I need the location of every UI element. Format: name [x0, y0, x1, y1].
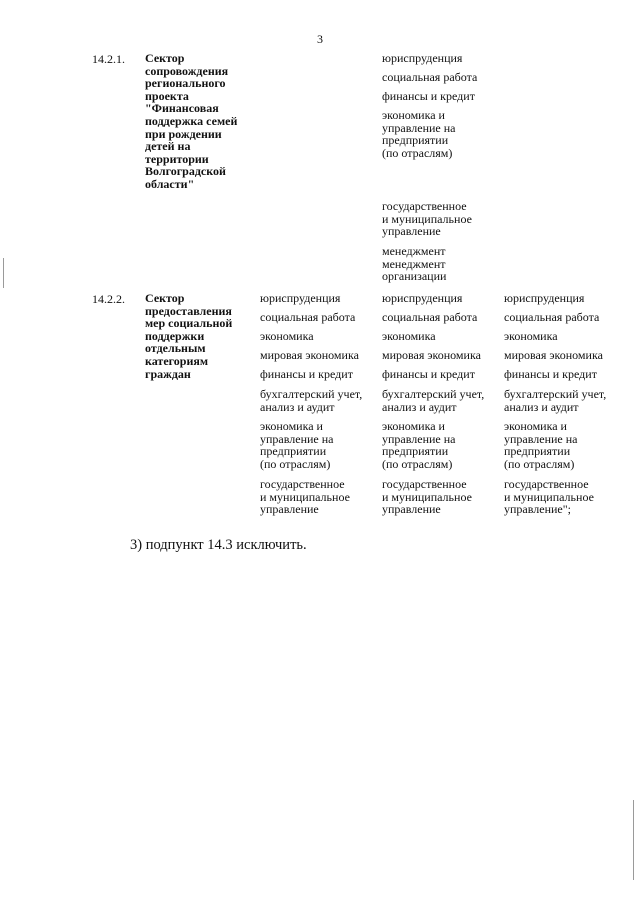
- specialty-item: бухгалтерский учет, анализ и аудит: [504, 387, 607, 414]
- specialty-item: юриспруденция: [382, 291, 463, 305]
- specialty-item: экономика и управление на предприятии (по отраслям): [382, 108, 456, 160]
- specialty-item: социальная работа: [260, 310, 356, 324]
- specialty-item: финансы и кредит: [260, 367, 353, 381]
- specialty-item: экономика и управление на предприятии (по отраслям): [504, 419, 578, 471]
- specialty-item: финансы и кредит: [382, 367, 475, 381]
- row-number: 14.2.1.: [92, 52, 125, 66]
- scan-artifact-left: [3, 258, 4, 288]
- specialty-item: мировая экономика: [504, 348, 603, 362]
- specialty-item: государственное и муниципальное управление";: [504, 477, 594, 517]
- specialty-item: мировая экономика: [382, 348, 481, 362]
- specialty-item: экономика и управление на предприятии (по отраслям): [260, 419, 334, 471]
- specialty-item: юриспруденция: [504, 291, 585, 305]
- specialty-item: юриспруденция: [382, 51, 463, 65]
- specialty-item: государственное и муниципальное управление: [382, 199, 472, 239]
- specialty-item: социальная работа: [382, 70, 478, 84]
- specialty-item: бухгалтерский учет, анализ и аудит: [382, 387, 485, 414]
- amendment-text: 3) подпункт 14.3 исключить.: [130, 537, 307, 553]
- scan-artifact-right: [633, 800, 634, 880]
- specialty-item: финансы и кредит: [504, 367, 597, 381]
- specialty-item: социальная работа: [504, 310, 600, 324]
- page-number: 3: [317, 32, 323, 46]
- specialty-item: экономика: [260, 329, 314, 343]
- sector-title: Сектор предоставления мер социальной поддержки отдельным категориям граждан: [145, 291, 233, 381]
- specialty-item: менеджмент менеджмент организации: [382, 244, 447, 284]
- specialty-item: экономика: [504, 329, 558, 343]
- specialty-item: финансы и кредит: [382, 89, 475, 103]
- specialty-item: юриспруденция: [260, 291, 341, 305]
- specialty-item: экономика: [382, 329, 436, 343]
- specialty-item: мировая экономика: [260, 348, 359, 362]
- specialty-item: бухгалтерский учет, анализ и аудит: [260, 387, 363, 414]
- row-number: 14.2.2.: [92, 292, 125, 306]
- sector-title: Сектор сопровождения регионального проекта "Финансовая поддержка семей при рождении детей на территории Волгоградской области": [145, 51, 238, 191]
- specialty-item: социальная работа: [382, 310, 478, 324]
- specialty-item: экономика и управление на предприятии (по отраслям): [382, 419, 456, 471]
- specialty-item: государственное и муниципальное управление: [260, 477, 350, 517]
- specialty-item: государственное и муниципальное управление: [382, 477, 472, 517]
